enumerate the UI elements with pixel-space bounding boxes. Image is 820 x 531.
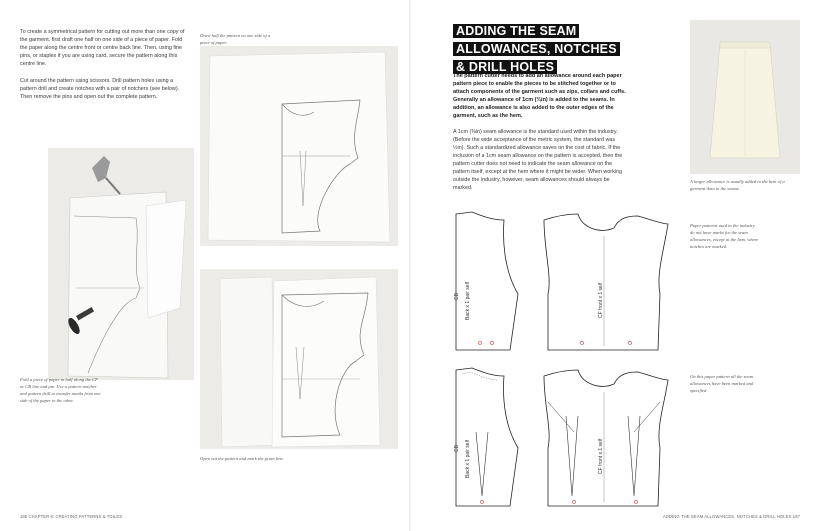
photo-open-pattern [200, 269, 398, 449]
back-label-2: Back x 1 pair self [465, 439, 471, 478]
right-folio: ADDING THE SEAM ALLOWANCES, NOTCHES & DRILL HOLES 187 [662, 514, 800, 519]
body-paragraph: A 1cm (⅜in) seam allowance is the standard used within the industry. (Before the wide acceptance of the metric system, the standard was ½in). Such a standardized allowance saves on the cost of fabric. If the inclusion of a 1cm seam allowance on the pattern is accepted, then the pattern cutter does not need to indicate the seam allowance on the pattern itself, except at the hem where it might be wider. When working outside the industry, however, seam allowances should always be marked. [453, 129, 623, 191]
left-folio: 186 CHAPTER 6: CREATING PATTERNS & TOILES [20, 514, 123, 519]
photo-draft-half-pattern [200, 46, 398, 246]
title-line-3: & DRILL HOLES [453, 60, 557, 74]
front-label-1: CF front x 1 self [598, 282, 604, 318]
lead-paragraph: The pattern cutter needs to add an allowance around each paper pattern piece to enable the pieces to be stitched together or to attach components of the garment such as zips, collars and cuffs. Generally an allowance of 1cm (⅜in) is added to the seams. In addition, an allowance is also added to the outer edges of the garment, such as the hem. [453, 73, 626, 119]
photo-skirt [690, 20, 800, 174]
caption-patterns-industry: Paper patterns used in the industry do not have marks for the seam allowances, except at the hem, where notches are marked. [690, 223, 759, 249]
section-title [453, 22, 653, 76]
caption-patterns-marked: On this paper pattern all the seam allowances have been marked and specified. [690, 374, 754, 393]
front-label-2: CF front x 1 self [598, 438, 604, 474]
photo-fold-and-notch [48, 148, 194, 380]
intro-paragraph-2: Cut around the pattern using scissors. Drill pattern holes using a pattern drill and create notches with a pair of notchers (see below). Then remove the pins and open out the complete pattern. [20, 78, 180, 100]
back-label-1: Back x 1 pair self [465, 281, 471, 320]
caption-skirt: A larger allowance is usually added to the hem of a garment than to the seams. [690, 179, 785, 191]
back-label-cb-1: CB [454, 293, 460, 300]
back-label-cb-2: CB [454, 445, 460, 452]
caption-fold-paper: Fold a piece of paper in half along the CF or CB line and pin. Use a pattern notcher and pattern drill to transfer marks from one side of the paper to the other. [20, 377, 101, 403]
intro-paragraph-1: To create a symmetrical pattern for cutting out more than one copy of the garment, first draft one half on one side of a piece of paper. Fold the paper along the centre front or centre back line. Then, using fine pins, or staples if you are using card, secure the pattern along this centre line. [20, 29, 185, 67]
pattern-diagram-unmarked [448, 206, 678, 356]
caption-open-pattern: Open out the pattern and mark the grain line. [200, 456, 284, 461]
title-line-1: ADDING THE SEAM [453, 24, 579, 38]
title-line-2: ALLOWANCES, NOTCHES [453, 42, 620, 56]
caption-draw-half: Draw half the pattern on one side of a piece of paper. [200, 33, 271, 45]
pattern-diagram-marked [448, 362, 678, 512]
page-gutter [409, 0, 411, 531]
